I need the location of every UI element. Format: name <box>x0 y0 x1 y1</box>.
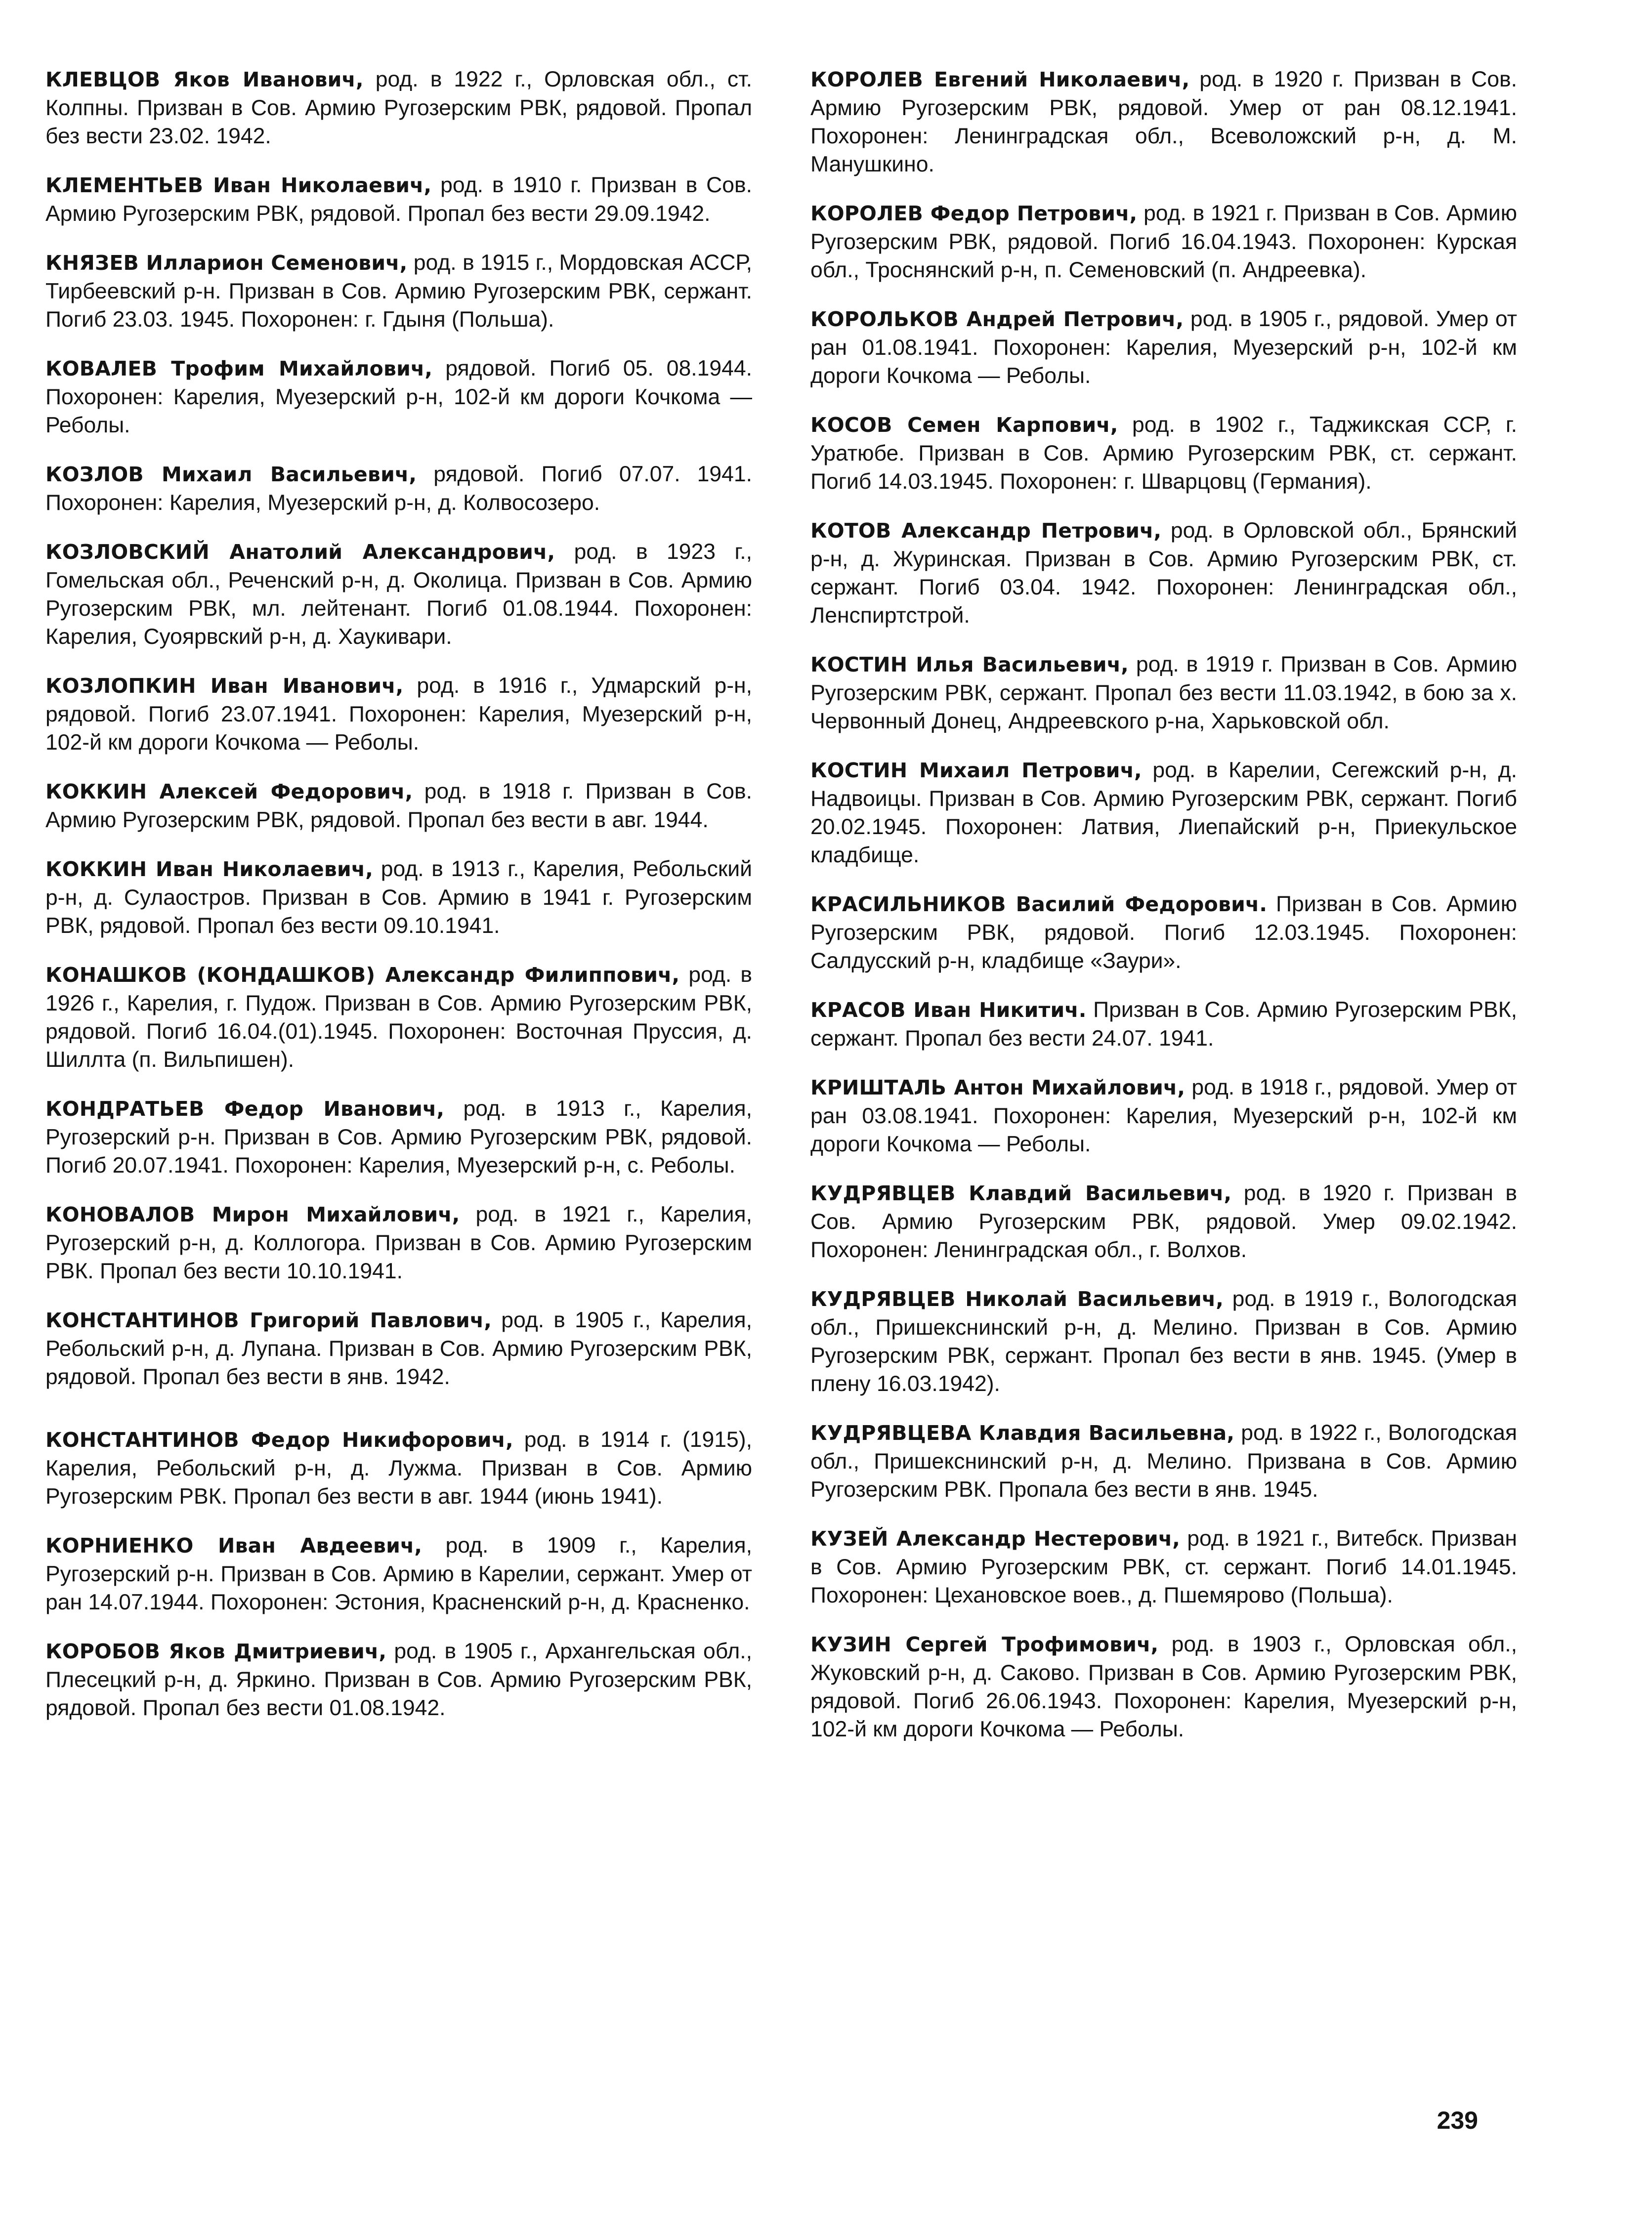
entry-name: КОНСТАНТИНОВ Федор Никифорович, <box>45 1428 513 1452</box>
entry-text: род. в 1921 г., Витебск. Призван в Сов. Армию Ругозерским РВК, ст. сержант. Погиб 14.01.1945. Похоронен: Цехановское воев., д. Пшемярово (Польша). <box>810 1526 1517 1607</box>
entry-name: КОРОБОВ Яков Дмитриевич, <box>45 1640 387 1663</box>
entry-kokkin-ivan <box>45 855 752 940</box>
entry-text: род. в 1913 г., Карелия, Ребольский р-н, д. Сулаостров. Призван в Сов. Армию в 1941 г. Ругозерским РВК, рядовой. Пропал без вести 09.10.1941. <box>45 857 753 938</box>
entry-name: КОНСТАНТИНОВ Григорий Павлович, <box>45 1308 492 1332</box>
entry-kosov <box>810 411 1517 496</box>
entry-korolev-fedor <box>810 199 1517 284</box>
entry-text: рядовой. Погиб 07.07. 1941. Похоронен: Карелия, Муезерский р-н, д. Колвосозеро. <box>45 462 752 515</box>
entry-klevtsov <box>45 65 752 150</box>
entry-krishtal <box>810 1073 1517 1158</box>
entry-text: род. в 1913 г., Карелия, Ругозерский р-н. Призван в Сов. Армию Ругозерским РВК, рядовой. Погиб 20.07.1941. Похоронен: Карелия, Муезерский р-н, с. Реболы. <box>45 1096 752 1178</box>
entry-krasov <box>810 996 1517 1053</box>
entry-kovalev <box>45 354 752 439</box>
entry-text: род. в 1918 г., рядовой. Умер от ран 03.08.1941. Похоронен: Карелия, Муезерский р-н, 102-й км дороги Кочкома — Реболы. <box>810 1075 1517 1156</box>
entry-krasilnikov <box>810 890 1517 975</box>
entry-text: род. в 1905 г., рядовой. Умер от ран 01.08.1941. Похоронен: Карелия, Муезерский р-н, 102-й км дороги Кочкома — Реболы. <box>810 307 1517 388</box>
entry-name: КОНОВАЛОВ Мирон Михайлович, <box>45 1203 460 1226</box>
entry-text: род. в 1921 г., Карелия, Ругозерский р-н, д. Коллогора. Призван в Сов. Армию Ругозерским РВК. Пропал без вести 10.10.1941. <box>45 1202 752 1283</box>
entry-name: КОНАШКОВ (КОНДАШКОВ) Александр Филиппович, <box>45 963 680 987</box>
entry-kudryavtseva-klavdiya <box>810 1419 1517 1504</box>
entry-text: род. в Карелии, Сегежский р-н, д. Надвоицы. Призван в Сов. Армию Ругозерским РВК, сержант. Погиб 20.02.1945. Похоронен: Латвия, Лиепайский р-н, Приекульское кладбище. <box>810 758 1517 867</box>
entry-text: род. в 1919 г., Вологодская обл., Пришекснинский р-н, д. Мелино. Призван в Сов. Армию Ругозерским РВК, сержант. Пропал без вести в янв. 1945. (Умер в плену 16.03.1942). <box>810 1287 1517 1396</box>
entry-korolkov <box>810 305 1517 390</box>
entry-name: КУЗИН Сергей Трофимович, <box>810 1633 1159 1656</box>
entry-text: род. в 1902 г., Таджикская ССР, г. Уратюбе. Призван в Сов. Армию Ругозерским РВК, ст. сержант. Погиб 14.03.1945. Похоронен: г. Шварцовц (Германия). <box>810 413 1517 494</box>
entry-name: КОККИН Иван Николаевич, <box>45 857 374 881</box>
entry-kostin-ilya <box>810 650 1517 735</box>
entry-text: род. в 1923 г., Гомельская обл., Реченский р-н, д. Околица. Призван в Сов. Армию Ругозерским РВК, мл. лейтенант. Погиб 01.08.1944. Похоронен: Карелия, Суоярвский р-н, д. Хаукивари. <box>45 540 752 649</box>
entry-name: КОСТИН Михаил Петрович, <box>810 758 1142 782</box>
entry-text: Призван в Сов. Армию Ругозерским РВК, сержант. Пропал без вести 24.07. 1941. <box>810 998 1517 1051</box>
entry-text: род. в 1918 г. Призван в Сов. Армию Ругозерским РВК, рядовой. Пропал без вести в авг. 1944. <box>45 779 752 832</box>
entry-text: род. в 1910 г. Призван в Сов. Армию Ругозерским РВК, рядовой. Пропал без вести 29.09.1942. <box>45 173 752 226</box>
entry-name: КОЗЛОВ Михаил Васильевич, <box>45 463 417 486</box>
entry-text: Призван в Сов. Армию Ругозерским РВК, рядовой. Погиб 12.03.1945. Похоронен: Салдусский р-н, кладбище «Заури». <box>810 892 1517 973</box>
entry-text: род. в 1905 г., Архангельская обл., Плесецкий р-н, д. Яркино. Призван в Сов. Армию Ругозерским РВК, рядовой. Пропал без вести 01.08.1942. <box>45 1639 752 1720</box>
entry-name: КОНДРАТЬЕВ Федор Иванович, <box>45 1097 445 1121</box>
right-column <box>810 65 1517 1764</box>
entry-konstantinov-fedor <box>45 1426 752 1511</box>
entry-kondratev <box>45 1095 752 1180</box>
entry-name: КОСОВ Семен Карпович, <box>810 413 1118 437</box>
left-column <box>45 65 752 1743</box>
page-number: 239 <box>1437 2107 1478 2134</box>
entry-name: КОТОВ Александр Петрович, <box>810 519 1162 543</box>
entry-text: род. в 1909 г., Карелия, Ругозерский р-н. Призван в Сов. Армию в Карелии, сержант. Умер от ран 14.07.1944. Похоронен: Эстония, Красненский р-н, д. Красненко. <box>45 1533 752 1614</box>
entry-korobov <box>45 1637 752 1722</box>
entry-name: КОСТИН Илья Васильевич, <box>810 653 1129 676</box>
entry-name: КУДРЯВЦЕВ Николай Васильевич, <box>810 1287 1224 1311</box>
entry-kostin-mikhail <box>810 756 1517 869</box>
entry-text: род. в 1915 г., Мордовская АССР, Тирбеевский р-н. Призван в Сов. Армию Ругозерским РВК, сержант. Погиб 23.03. 1945. Похоронен: г. Гдыня (Польша). <box>45 251 752 332</box>
entry-name: КОЗЛОВСКИЙ Анатолий Александрович, <box>45 540 555 564</box>
entry-text: род. в 1903 г., Орловская обл., Жуковский р-н, д. Саково. Призван в Сов. Армию Ругозерским РВК, рядовой. Погиб 26.06.1943. Похоронен: Карелия, Муезерский р-н, 102-й км дороги Кочкома — Реболы. <box>810 1632 1517 1741</box>
entry-klementev <box>45 171 752 228</box>
entry-name: КОККИН Алексей Федорович, <box>45 780 413 803</box>
entry-kozlopkin <box>45 672 752 757</box>
entry-name: КОЗЛОПКИН Иван Иванович, <box>45 674 404 698</box>
entry-name: КУДРЯВЦЕВ Клавдий Васильевич, <box>810 1181 1232 1205</box>
entry-name: КОРНИЕНКО Иван Авдеевич, <box>45 1534 423 1558</box>
entry-text: род. в 1926 г., Карелия, г. Пудож. Призван в Сов. Армию Ругозерским РВК, рядовой. Погиб 16.04.(01).1945. Похоронен: Восточная Пруссия, д. Шиллта (п. Вильпишен). <box>45 963 753 1072</box>
entry-name: КОРОЛЬКОВ Андрей Петрович, <box>810 307 1184 331</box>
entry-name: КРАСОВ Иван Никитич. <box>810 998 1087 1022</box>
entry-kuzey <box>810 1524 1517 1609</box>
entry-name: КОРОЛЕВ Федор Петрович, <box>810 202 1138 225</box>
entry-kokkin-aleksey <box>45 777 752 834</box>
entry-text: род. в 1922 г., Орловская обл., ст. Колпны. Призван в Сов. Армию Ругозерским РВК, рядовой. Пропал без вести 23.02. 1942. <box>45 67 752 148</box>
entry-text: род. в 1916 г., Удмарский р-н, рядовой. Погиб 23.07.1941. Похоронен: Карелия, Муезерский р-н, 102-й км дороги Кочкома — Реболы. <box>45 674 753 755</box>
entry-name: КОВАЛЕВ Трофим Михайлович, <box>45 357 433 380</box>
entry-name: КРИШТАЛЬ Антон Михайлович, <box>810 1076 1186 1099</box>
entry-kozlovsky <box>45 538 752 651</box>
entry-name: КЛЕМЕНТЬЕВ Иван Николаевич, <box>45 173 432 197</box>
entry-konashkov <box>45 961 752 1074</box>
entry-name: КНЯЗЕВ Илларион Семенович, <box>45 251 408 275</box>
entry-korolev-evgeny <box>810 65 1517 178</box>
entry-text: род. в 1905 г., Карелия, Ребольский р-н, д. Лупана. Призван в Сов. Армию Ругозерским РВК, рядовой. Пропал без вести в янв. 1942. <box>45 1308 752 1389</box>
entry-knyazev <box>45 249 752 334</box>
entry-text: род. в 1922 г., Вологодская обл., Пришекснинский р-н, д. Мелино. Призвана в Сов. Армию Ругозерским РВК. Пропала без вести в янв. 1945. <box>810 1421 1517 1502</box>
entry-text: рядовой. Погиб 05. 08.1944. Похоронен: Карелия, Муезерский р-н, 102-й км дороги Кочкома — Реболы. <box>45 356 753 437</box>
entry-kozlov <box>45 460 752 517</box>
entry-text: род. в 1914 г. (1915), Карелия, Ребольский р-н, д. Лужма. Призван в Сов. Армию Ругозерским РВК. Пропал без вести в авг. 1944 (июнь 1941). <box>45 1428 752 1509</box>
entry-kuzin <box>810 1630 1517 1743</box>
entry-text: род. в 1919 г. Призван в Сов. Армию Ругозерским РВК, сержант. Пропал без вести 11.03.1942, в бою за х. Червонный Донец, Андреевского р-на, Харьковской обл. <box>810 652 1517 733</box>
entry-kornienko <box>45 1531 752 1616</box>
entry-name: КЛЕВЦОВ Яков Иванович, <box>45 68 364 91</box>
entry-name: КУЗЕЙ Александр Нестерович, <box>810 1527 1181 1551</box>
entry-konstantinov-grigory <box>45 1306 752 1391</box>
entry-text: род. в 1920 г. Призван в Сов. Армию Ругозерским РВК, рядовой. Умер 09.02.1942. Похоронен: Ленинградская обл., г. Волхов. <box>810 1181 1518 1262</box>
entry-name: КУДРЯВЦЕВА Клавдия Васильевна, <box>810 1421 1235 1445</box>
entry-kudryavtsev-klavdy <box>810 1179 1517 1264</box>
entry-kotov <box>810 516 1517 630</box>
entry-name: КОРОЛЕВ Евгений Николаевич, <box>810 68 1190 91</box>
entry-name: КРАСИЛЬНИКОВ Василий Федорович. <box>810 892 1268 916</box>
entry-text: род. в Орловской обл., Брянский р-н, д. Журинская. Призван в Сов. Армию Ругозерским РВК, ст. сержант. Погиб 03.04. 1942. Похоронен: Ленинградская обл., Ленспиртстрой. <box>810 518 1517 628</box>
entry-konovalov <box>45 1200 752 1285</box>
entry-text: род. в 1921 г. Призван в Сов. Армию Ругозерским РВК, рядовой. Погиб 16.04.1943. Похоронен: Курская обл., Троснянский р-н, п. Семеновский (п. Андреевка). <box>810 201 1517 282</box>
entry-text: род. в 1920 г. Призван в Сов. Армию Ругозерским РВК, рядовой. Умер от ран 08.12.1941. Похоронен: Ленинградская обл., Всеволожский р-н, д. М. Манушкино. <box>810 67 1517 176</box>
entry-kudryavtsev-nikolay <box>810 1285 1517 1398</box>
